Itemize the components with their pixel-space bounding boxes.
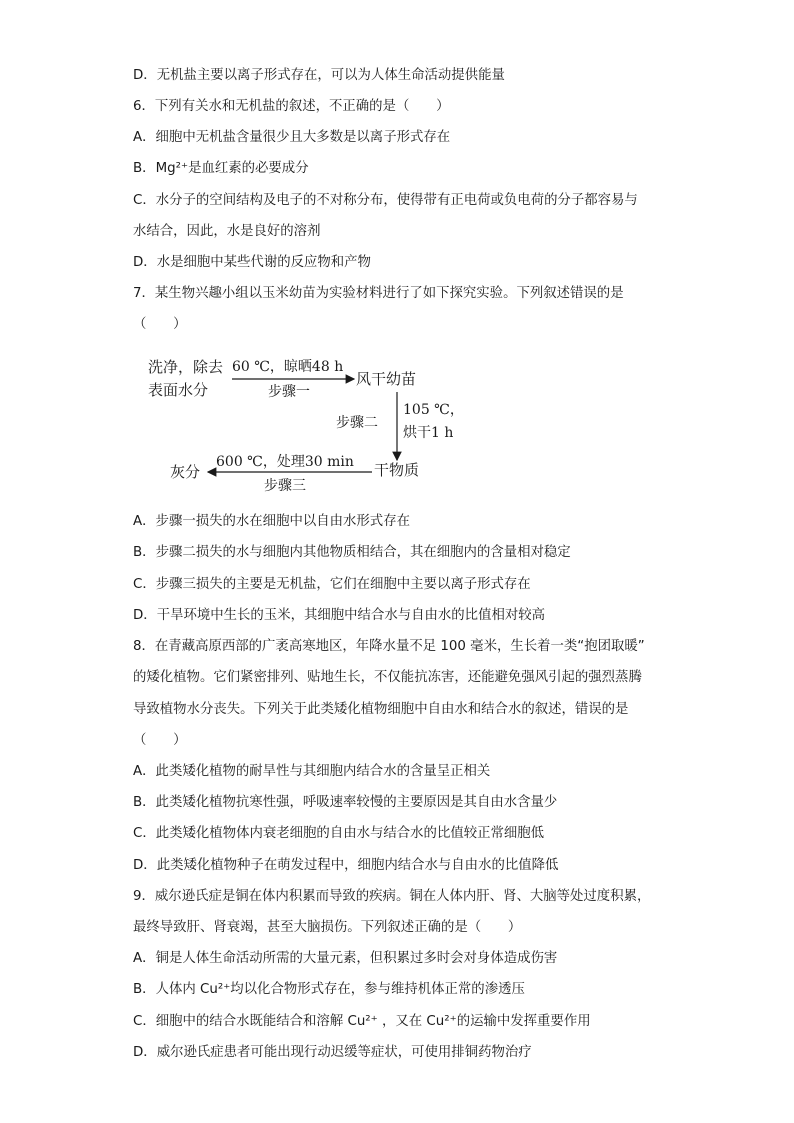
option-6c: C．水分子的空间结构及电子的不对称分布，使得带有正电荷或负电荷的分子都容易与 xyxy=(133,193,638,208)
node-dried-seedlings: 风干幼苗 xyxy=(356,370,417,388)
step3-label: 步骤三 xyxy=(264,478,306,494)
step2-label: 步骤二 xyxy=(336,415,378,431)
option-7a: A．步骤一损失的水在细胞中以自由水形式存在 xyxy=(133,514,410,529)
start-label-line2: 表面水分 xyxy=(148,381,209,399)
option-8c: C．此类矮化植物体内衰老细胞的自由水与结合水的比值较正常细胞低 xyxy=(133,826,545,841)
node-dry-matter: 干物质 xyxy=(374,461,420,479)
node-ash: 灰分 xyxy=(170,463,201,481)
step3-condition: 600 ℃，处理30 min xyxy=(216,454,354,470)
step1-label: 步骤一 xyxy=(268,384,310,400)
option-8a: A．此类矮化植物的耐旱性与其细胞内结合水的含量呈正相关 xyxy=(133,764,491,779)
question-8-paren: （ ） xyxy=(133,733,187,748)
option-8d: D．此类矮化植物种子在萌发过程中，细胞内结合水与自由水的比值降低 xyxy=(133,858,559,873)
option-7d: D．干旱环境中生长的玉米，其细胞中结合水与自由水的比值相对较高 xyxy=(133,608,546,623)
option-9a: A．铜是人体生命活动所需的大量元素，但积累过多时会对身体造成伤害 xyxy=(133,951,558,966)
step2-condition-2: 烘干1 h xyxy=(403,425,454,441)
question-8-stem-3: 导致植物水分丧失。下列关于此类矮化植物细胞中自由水和结合水的叙述，错误的是 xyxy=(133,702,629,717)
option-8b: B．此类矮化植物抗寒性强，呼吸速率较慢的主要原因是其自由水含量少 xyxy=(133,795,558,810)
question-6-stem: 6．下列有关水和无机盐的叙述，不正确的是（ ） xyxy=(133,99,450,114)
step2-condition-1: 105 ℃， xyxy=(403,402,464,418)
option-9c: C．细胞中的结合水既能结合和溶解 Cu²⁺ ，又在 Cu²⁺的运输中发挥重要作用 xyxy=(133,1014,591,1029)
question-9-stem-1: 9．威尔逊氏症是铜在体内积累而导致的疾病。铜在人体内肝、肾、大脑等处过度积累， xyxy=(133,889,651,904)
option-6a: A．细胞中无机盐含量很少且大多数是以离子形式存在 xyxy=(133,130,451,145)
option-9b: B．人体内 Cu²⁺均以化合物形式存在，参与维持机体正常的渗透压 xyxy=(133,982,525,997)
question-8-stem-2: 的矮化植物。它们紧密排列、贴地生长，不仅能抗冻害，还能避免强风引起的强烈蒸腾 xyxy=(133,670,642,685)
start-label-line1: 洗净，除去 xyxy=(148,358,224,376)
question-8-stem-1: 8．在青藏高原西部的广袤高寒地区，年降水量不足 100 毫米，生长着一类“抱团取暖” xyxy=(133,639,645,654)
question-7-stem: 7．某生物兴趣小组以玉米幼苗为实验材料进行了如下探究实验。下列叙述错误的是 xyxy=(133,286,624,301)
option-6d: D．水是细胞中某些代谢的反应物和产物 xyxy=(133,255,371,270)
option-7b: B．步骤二损失的水与细胞内其他物质相结合，其在细胞内的含量相对稳定 xyxy=(133,545,571,560)
option-5d: D．无机盐主要以离子形式存在，可以为人体生命活动提供能量 xyxy=(133,68,505,83)
option-6c-cont: 水结合，因此，水是良好的溶剂 xyxy=(133,224,321,239)
option-7c: C．步骤三损失的主要是无机盐，它们在细胞中主要以离子形式存在 xyxy=(133,577,531,592)
option-9d: D．威尔逊氏症患者可能出现行动迟缓等症状，可使用排铜药物治疗 xyxy=(133,1045,532,1060)
question-7-paren: （ ） xyxy=(133,317,187,332)
question-9-stem-2: 最终导致肝、肾衰竭，甚至大脑损伤。下列叙述正确的是（ ） xyxy=(133,920,522,935)
step1-condition: 60 ℃，晾晒48 h xyxy=(232,359,344,375)
option-6b: B．Mg²⁺是血红素的必要成分 xyxy=(133,161,309,176)
